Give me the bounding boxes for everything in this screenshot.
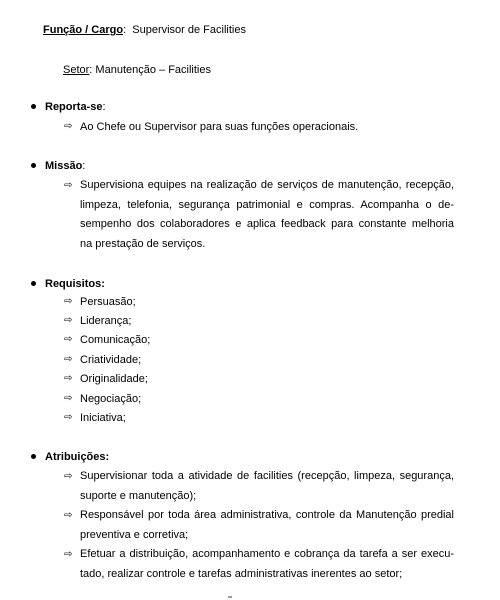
- missao-line: na prestação de serviços.: [80, 237, 206, 250]
- requisito-item: Criatividade;: [80, 354, 142, 366]
- atribuicao-item: [80, 467, 454, 506]
- requisito-item: Liderança;: [80, 315, 132, 327]
- requisito-item: Iniciativa;: [80, 412, 126, 424]
- bullet-icon: [31, 281, 36, 286]
- funcao-line: [43, 23, 246, 37]
- atribuicao-line: tado, realizar controle e tarefas administrativas inerentes ao setor;: [80, 567, 403, 580]
- missao-line: sempenho dos colaboradores e aplica feedback para constante melhoria: [80, 218, 454, 230]
- bullet-icon: [31, 163, 36, 168]
- right-arrow-icon: ⇨: [64, 393, 73, 404]
- missao-paragraph: [80, 176, 454, 254]
- right-arrow-icon: ⇨: [64, 373, 73, 384]
- bullet-icon: [31, 454, 36, 459]
- reporta-separator: :: [102, 101, 106, 113]
- right-arrow-icon: ⇨: [64, 510, 73, 521]
- missao-separator: :: [82, 160, 86, 172]
- right-arrow-icon: ⇨: [64, 354, 73, 365]
- right-arrow-icon: ⇨: [64, 549, 73, 560]
- bullet-icon: [31, 104, 36, 109]
- atribuicao-item: [80, 506, 454, 545]
- right-arrow-icon: ⇨: [64, 412, 73, 423]
- atribuicao-line: Supervisionar toda a atividade de facilities (recepção, limpeza, segurança,: [80, 470, 454, 482]
- right-arrow-icon: ⇨: [64, 180, 73, 191]
- reporta-item: Ao Chefe ou Supervisor para suas funções operacionais.: [80, 121, 359, 133]
- missao-line: limpeza, telefonia, segurança patrimonial e compras. Acompanha o de-: [80, 198, 454, 211]
- setor-separator: :: [89, 64, 93, 76]
- atribuicoes-title: Atribuições:: [45, 451, 110, 463]
- missao-heading: [45, 159, 85, 173]
- requisito-item: Negociação;: [80, 393, 142, 405]
- page-cut-mark: [228, 596, 232, 598]
- funcao-value: Supervisor de Facilities: [132, 24, 246, 36]
- atribuicao-line: preventiva e corretiva;: [80, 528, 189, 541]
- requisito-item: Originalidade;: [80, 373, 148, 385]
- requisito-item: Comunicação;: [80, 334, 151, 346]
- requisito-item: Persuasão;: [80, 296, 136, 308]
- reporta-heading: [45, 100, 106, 114]
- right-arrow-icon: ⇨: [64, 315, 73, 326]
- requisitos-title: Requisitos:: [45, 278, 105, 290]
- funcao-label: Função / Cargo: [43, 24, 124, 36]
- right-arrow-icon: ⇨: [64, 471, 73, 482]
- atribuicao-line: Efetuar a distribuição, acompanhamento e cobrança da tarefa a ser execu-: [80, 548, 454, 560]
- right-arrow-icon: ⇨: [64, 334, 73, 345]
- missao-line: Supervisiona equipes na realização de serviços de manutenção, recepção,: [80, 179, 454, 191]
- right-arrow-icon: ⇨: [64, 121, 73, 132]
- right-arrow-icon: ⇨: [64, 296, 73, 307]
- atribuicao-line: Responsável por toda área administrativa, controle da Manutenção predial: [80, 509, 454, 521]
- reporta-title: Reporta-se: [45, 101, 103, 113]
- funcao-separator: :: [123, 24, 127, 36]
- atribuicao-line: suporte e manutenção);: [80, 489, 197, 502]
- setor-line: [63, 63, 211, 77]
- setor-value: Manutenção – Facilities: [95, 64, 211, 76]
- missao-title: Missão: [45, 160, 83, 172]
- setor-label: Setor: [63, 64, 90, 76]
- atribuicao-item: [80, 545, 454, 584]
